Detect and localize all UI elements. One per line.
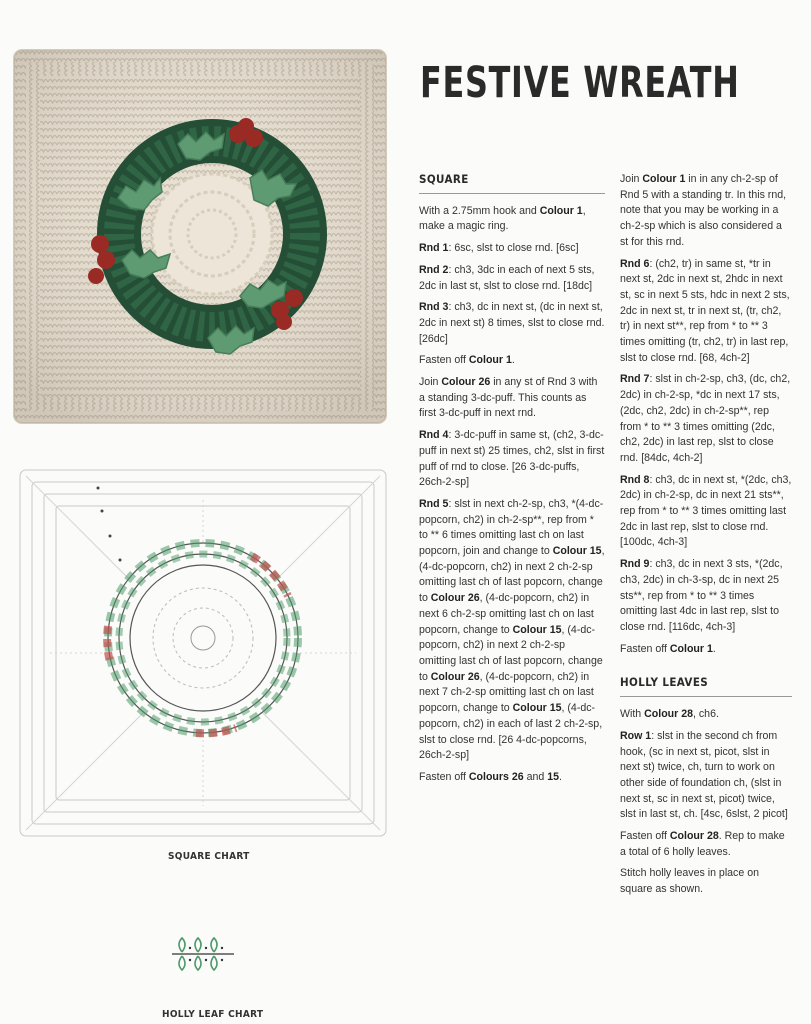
instruction-paragraph	[419, 375, 605, 422]
holly-leaf-chart-diagram	[168, 930, 238, 978]
text-run: : slst in ch-2-sp, ch3, (dc, ch2, 2dc) in ch-2-sp, *dc in next 17 sts, (2dc, ch2, 2dc) in ch-2-sp**, rep from * to ** 3 times omitting (2dc, ch2, 2dc) in last rep, slst to close rnd. [84dc, 4ch-2]	[620, 373, 791, 464]
bold-term: Row 1	[620, 729, 652, 742]
text-run: .	[712, 642, 716, 655]
bold-term: Colour 26	[430, 592, 480, 605]
text-run: : slst in the second ch from hook, (sc in next st, picot, slst in next st) twice, ch, turn to work on other side of foundation ch, (slst in next st, sc in next st, picot) twice, slst in last st, ch. [4sc, 6slst, 2 picot]	[620, 729, 788, 821]
text-run: : ch3, dc in next st, (dc in next st, 2dc in next st) 8 times, slst to close rnd. [26dc]	[419, 301, 605, 345]
square-photo	[12, 48, 388, 425]
bold-term: Colour 26	[441, 376, 491, 389]
page-title: FESTIVE WREATH	[420, 58, 740, 108]
instruction-paragraph	[620, 866, 792, 897]
bold-term: Colour 1	[539, 204, 583, 217]
instruction-paragraph	[419, 241, 605, 257]
bold-term: Colour 28	[669, 830, 719, 843]
text-run: Stitch holly leaves in place on square as shown.	[620, 867, 759, 896]
bold-term: Colour 1	[468, 354, 512, 367]
square-rounds-list	[419, 241, 605, 786]
bold-term: Colour 28	[644, 708, 693, 721]
text-run: : ch3, dc in next st, *(2dc, ch3, 2dc) in ch-2-sp, dc in next 21 sts**, rep from * to ** 3 times omitting last 2dc in last rep, slst to close rnd. [100dc, 4ch-3]	[620, 473, 792, 549]
text-run: Fasten off	[620, 830, 670, 843]
instruction-paragraph	[620, 642, 792, 658]
text-run: : (ch2, tr) in same st, *tr in next st, 2dc in next st, 2hdc in next st, sc in next 5 sts, hdc in next 2 sts, 2dc in next st, tr in next st, (tr, ch2, tr) in next st**, rep from * to ** 3 times omitting (tr, ch2, tr) in last rep, slst to close rnd. [68, 4ch-2]	[620, 257, 790, 364]
text-run: : slst in next ch-2-sp, ch3, *(4-dc-popcorn, ch2) in ch-2-sp**, rep from * to ** 6 times omitting last ch on last popcorn, join and change to	[419, 497, 604, 558]
instruction-paragraph	[419, 428, 605, 491]
instruction-paragraph	[620, 473, 792, 552]
instruction-paragraph	[620, 707, 792, 723]
text-run: : 3-dc-puff in same st, (ch2, 3-dc-puff in next st) 25 times, ch2, slst in first puff of rnd to close. [26 3-dc-puffs, 26ch-2-sp]	[419, 429, 605, 489]
text-run: , (4-dc-popcorn, ch2) in next 2 ch-2-sp omitting last ch of last popcorn, change to	[419, 623, 603, 683]
instruction-paragraph	[419, 263, 605, 294]
bold-term: Rnd 6	[620, 257, 650, 270]
text-run: in in any ch-2-sp of Rnd 5 with a standing tr. In this rnd, note that you may be working in a ch-2-sp which is also considered a st for this rnd.	[620, 173, 787, 248]
bold-term: Colour 15	[512, 623, 562, 636]
square-chart-diagram	[16, 466, 390, 840]
text-run: , (4-dc-popcorn, ch2) in each of last 2 ch-2-sp, slst to close rnd. [26 4-dc-popcorns, 26ch-2-sp]	[419, 702, 603, 762]
text-run: With	[620, 708, 645, 721]
instruction-paragraph	[620, 172, 792, 251]
text-run: . Rep to make a total of 6 holly leaves.	[620, 830, 785, 858]
holly-leaf-chart-caption: HOLLY LEAF CHART	[162, 1009, 264, 1020]
text-run: , (4-dc-popcorn, ch2) in next 2 ch-2-sp omitting last ch of last popcorn, change to	[419, 545, 605, 605]
square-chart-caption: SQUARE CHART	[168, 851, 250, 862]
text-run: Fasten off	[620, 642, 670, 655]
instruction-paragraph	[620, 829, 792, 860]
text-run: Fasten off	[419, 354, 469, 367]
holly-leaves-list	[620, 707, 792, 898]
text-run: , (4-dc-popcorn, ch2) in next 7 ch-2-sp omitting last ch on last popcorn, change to	[419, 670, 594, 715]
bold-term: Rnd 1	[419, 242, 449, 255]
text-run: and	[523, 770, 548, 783]
instructions-column-1	[419, 172, 605, 792]
text-run: : 6sc, slst to close rnd. [6sc]	[448, 242, 579, 255]
instruction-paragraph	[620, 372, 792, 466]
bold-term: Rnd 3	[419, 301, 449, 314]
text-run: Join	[620, 173, 643, 185]
bold-term: Colours 26	[468, 770, 524, 783]
bold-term: Colour 15	[552, 545, 602, 558]
instruction-paragraph	[620, 729, 792, 823]
bold-term: Colour 1	[642, 173, 686, 185]
instruction-paragraph	[419, 353, 605, 369]
instruction-paragraph	[419, 497, 605, 764]
bold-term: Rnd 5	[419, 497, 449, 510]
square-rounds-list-continued	[620, 172, 792, 657]
bold-term: Colour 26	[430, 670, 480, 683]
bold-term: 15	[547, 770, 559, 783]
bold-term: Rnd 4	[419, 429, 449, 442]
text-run: With a 2.75mm hook and	[419, 204, 540, 217]
text-run: in any st of Rnd 3 with a standing 3-dc-puff. This counts as first 3-dc-puff in next rnd.	[419, 376, 598, 420]
square-intro	[419, 204, 605, 235]
text-run: , (4-dc-popcorn, ch2) in next 6 ch-2-sp omitting last ch on last popcorn, change to	[419, 592, 594, 636]
instruction-paragraph	[620, 257, 792, 367]
text-run: .	[511, 354, 515, 367]
bold-term: Rnd 2	[419, 263, 449, 276]
bold-term: Rnd 8	[620, 473, 650, 486]
holly-leaf-chart	[168, 930, 238, 978]
square-chart	[16, 466, 390, 840]
text-run: Join	[419, 376, 442, 389]
bold-term: Rnd 9	[620, 558, 650, 571]
bold-term: Colour 15	[512, 702, 562, 715]
text-run: , ch6.	[693, 708, 719, 721]
text-run: , make a magic ring.	[419, 204, 586, 233]
text-run: Fasten off	[419, 770, 469, 783]
instruction-paragraph	[419, 770, 605, 786]
text-run: .	[558, 770, 562, 783]
bold-term: Rnd 7	[620, 373, 650, 386]
instruction-paragraph	[620, 557, 792, 636]
square-heading: SQUARE	[419, 172, 605, 194]
instructions-column-2	[620, 172, 792, 904]
crochet-wreath-photo	[12, 48, 388, 425]
bold-term: Colour 1	[669, 642, 713, 655]
holly-leaves-heading: HOLLY LEAVES	[620, 675, 792, 697]
text-run: : ch3, 3dc in each of next 5 sts, 2dc in last st, slst to close rnd. [18dc]	[419, 263, 595, 292]
instruction-paragraph	[419, 300, 605, 347]
text-run: : ch3, dc in next 3 sts, *(2dc, ch3, 2dc) in ch-3-sp, dc in next 25 sts**, rep from * to ** 3 times omitting last 4dc in last rep, slst to close rnd. [116dc, 4ch-3]	[620, 558, 783, 633]
